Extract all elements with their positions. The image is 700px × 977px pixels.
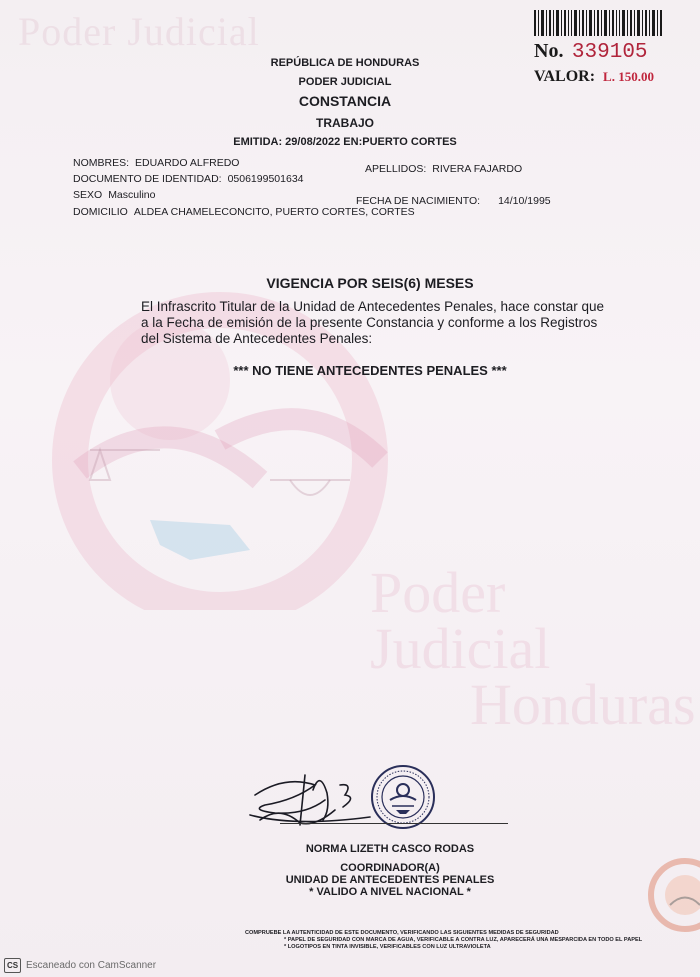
field-domicilio xyxy=(73,206,415,218)
header-doc-type: CONSTANCIA xyxy=(298,93,392,109)
field-nombres xyxy=(73,157,239,169)
security-footer xyxy=(240,930,680,951)
barcode-icon xyxy=(534,10,664,36)
result-statement: *** NO TIENE ANTECEDENTES PENALES *** xyxy=(233,363,507,378)
footer-line-2: * PAPEL DE SEGURIDAD CON MARCA DE AGUA, VERIFICABLE A CONTRA LUZ, APARECERÁ UNA MESPARCIDA EN TODO EL PAPEL xyxy=(284,937,643,943)
field-documento xyxy=(73,173,304,185)
header-republica: REPÚBLICA DE HONDURAS xyxy=(270,57,420,69)
validity-note: * VALIDO A NIVEL NACIONAL * xyxy=(309,886,471,898)
fecha-value: 14/10/1995 xyxy=(498,195,551,207)
official-seal-icon xyxy=(370,764,436,830)
footer-line-3: * LOGOTIPOS EN TINTA INVISIBLE, VERIFICABLES CON LUZ ULTRAVIOLETA xyxy=(284,944,491,950)
valor-row xyxy=(534,68,684,86)
serial-box xyxy=(534,40,684,86)
nombres-label: NOMBRES: xyxy=(73,157,130,169)
header-subtype: TRABAJO xyxy=(315,116,374,130)
domicilio-label: DOMICILIO xyxy=(73,206,128,218)
sexo-value: Masculino xyxy=(108,189,156,201)
signature-line xyxy=(280,823,508,824)
camscanner-watermark xyxy=(4,958,156,973)
apellidos-value: RIVERA FAJARDO xyxy=(432,163,523,175)
sexo-label: SEXO xyxy=(73,189,103,201)
header-poder-judicial: PODER JUDICIAL xyxy=(298,76,392,88)
vigencia-heading: VIGENCIA POR SEIS(6) MESES xyxy=(266,275,474,291)
signer-name: NORMA LIZETH CASCO RODAS xyxy=(305,843,475,855)
field-apellidos xyxy=(365,163,522,175)
certification-paragraph: El Infrascrito Titular de la Unidad de Antecedentes Penales, hace constar que a la Fecha de emisión de la presente Constancia y conforme a los Registros del Sistema de Antecedentes Penales: xyxy=(141,299,605,346)
handwritten-signature xyxy=(245,765,375,835)
domicilio-value: ALDEA CHAMELECONCITO, PUERTO CORTES, CORTES xyxy=(133,206,415,218)
valor-value: L. 150.00 xyxy=(603,69,654,84)
watermark-text-mid xyxy=(370,560,700,737)
serial-number-value: 339105 xyxy=(571,41,648,64)
watermark-text-top: Poder Judicial xyxy=(18,9,260,54)
serial-number-label: No. xyxy=(534,40,564,62)
field-sexo xyxy=(73,189,155,201)
serial-number-row xyxy=(534,40,684,64)
camscanner-icon: CS xyxy=(4,958,21,973)
watermark-line-2: Honduras xyxy=(470,672,696,737)
nombres-value: EDUARDO ALFREDO xyxy=(135,157,240,169)
watermark-line-1: Poder Judicial xyxy=(370,560,551,681)
apellidos-label: APELLIDOS: xyxy=(365,163,427,175)
signer-unit: UNIDAD DE ANTECEDENTES PENALES xyxy=(285,874,495,886)
valor-label: VALOR: xyxy=(534,68,596,85)
fecha-label: FECHA DE NACIMIENTO: xyxy=(356,195,481,207)
signer-role: COORDINADOR(A) xyxy=(340,862,440,874)
footer-line-1: COMPRUEBE LA AUTENTICIDAD DE ESTE DOCUMENTO, VERIFICANDO LAS SIGUIENTES MEDIDAS DE SEGURIDAD xyxy=(245,930,559,936)
header-emitida: EMITIDA: 29/08/2022 EN:PUERTO CORTES xyxy=(233,136,457,148)
documento-value: 0506199501634 xyxy=(227,173,304,185)
camscanner-label: Escaneado con CamScanner xyxy=(26,960,157,971)
documento-label: DOCUMENTO DE IDENTIDAD: xyxy=(73,173,222,185)
corner-seal-icon xyxy=(640,850,700,940)
